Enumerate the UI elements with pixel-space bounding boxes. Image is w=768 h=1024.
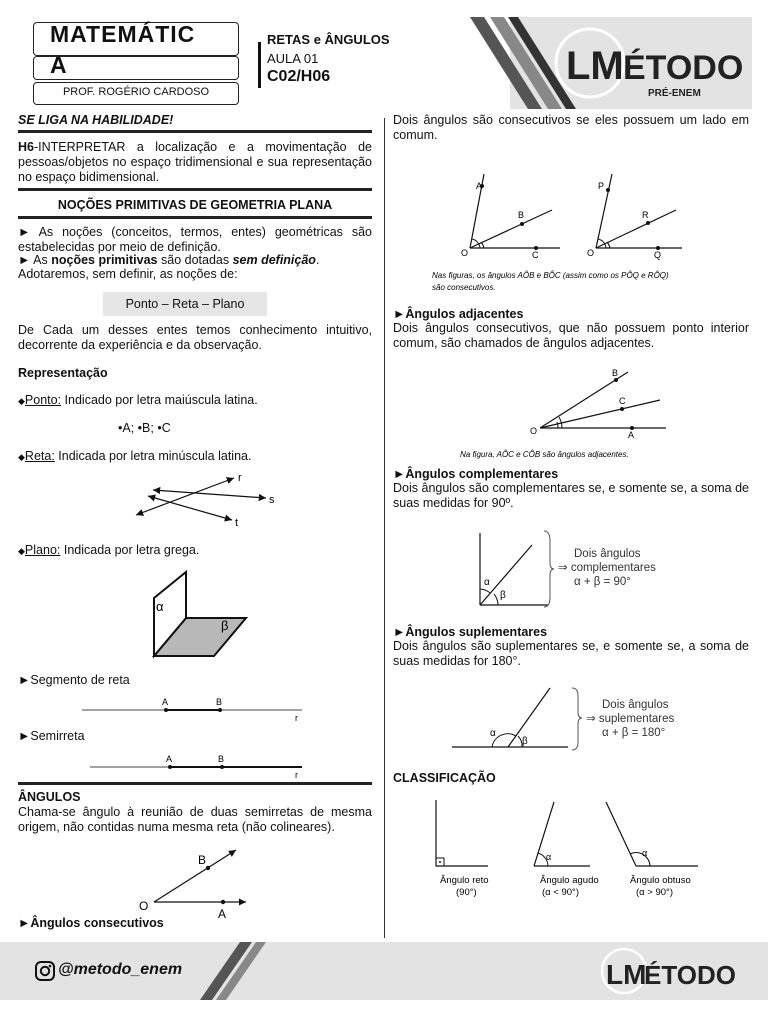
diamond-bullet-icon: ◆ (18, 452, 25, 462)
sup-box-line1: Dois ângulos (602, 699, 669, 711)
angle-figure (138, 846, 248, 920)
label-a: A (166, 754, 173, 764)
complementares-title: ►Ângulos complementares (393, 467, 559, 481)
logo-sub: PRÉ-ENEM (648, 88, 701, 99)
classification-figure (426, 798, 716, 906)
header-logo-banner (470, 17, 752, 109)
ponto-example: •A; •B; •C (118, 421, 171, 435)
label-o: O (139, 899, 149, 913)
lines-figure (128, 470, 278, 530)
nocoes-paragraph-2 (18, 253, 372, 268)
label-alpha: α (484, 577, 490, 588)
reto-measure: (90°) (456, 887, 477, 898)
consecutivos-title: ►Ângulos consecutivos (18, 916, 164, 930)
consecutive-angles-figure (426, 160, 712, 300)
label-b: B (198, 853, 207, 867)
cada-paragraph: De Cada um desses entes temos conhecimento intuitivo, decorrente da experiência e da observação. (18, 323, 372, 352)
label-r: r (238, 472, 242, 484)
lesson-label: AULA 01 (267, 51, 319, 66)
label-c: C (619, 396, 626, 406)
suplementares-text: Dois ângulos são suplementares se, e somente se, a soma de suas medidas for 180°. (393, 639, 749, 668)
angulos-title: ÂNGULOS (18, 790, 81, 804)
subject-line2: A (50, 52, 67, 78)
footer-logo-mark: LM (606, 959, 647, 990)
footer-logo (596, 944, 746, 998)
topic-title: RETAS e ÂNGULOS (267, 32, 390, 47)
plano-label: Plano: (24, 543, 61, 557)
sup-box-line2: ⇒ suplementares (586, 713, 675, 725)
diamond-bullet-icon: ◆ (18, 546, 25, 556)
plano-line (18, 543, 199, 559)
label-s: s (269, 494, 275, 506)
label-o: O (587, 248, 595, 258)
professor-name: PROF. ROGÉRIO CARDOSO (62, 86, 210, 98)
comp-box-line2: ⇒ complementares (558, 562, 656, 574)
adjacent-caption: Na figura, AÔC e CÔB são ângulos adjacentes. (460, 450, 629, 459)
supplementary-figure (446, 684, 696, 754)
comp-box-line3: α + β = 90° (574, 576, 631, 588)
footer-stripes (200, 942, 270, 1000)
reta-label: Reta: (24, 449, 55, 463)
text-bold: noções primitivas (51, 253, 158, 267)
label-b: B (518, 210, 525, 220)
sup-box-line3: α + β = 180° (602, 727, 666, 739)
label-beta: β (522, 736, 528, 747)
label-t: t (235, 517, 239, 529)
label-a: A (218, 907, 227, 920)
segmento-title: ►Segmento de reta (18, 673, 130, 687)
label-alpha: α (642, 848, 648, 858)
label-r: r (295, 770, 298, 780)
classificacao-title: CLASSIFICAÇÃO (393, 771, 496, 785)
primitives-box-text: Ponto – Reta – Plano (125, 297, 245, 311)
label-c: C (532, 250, 539, 260)
label-o: O (461, 248, 469, 258)
adjacent-angles-figure (456, 364, 676, 462)
footer-logo-name: ÉTODO (644, 960, 736, 990)
label-alpha: α (156, 599, 164, 614)
label-a: A (628, 430, 635, 440)
reta-line (18, 449, 251, 465)
line-s (153, 490, 266, 498)
text: . (315, 253, 320, 267)
separator (18, 130, 372, 133)
label-beta: β (500, 590, 506, 601)
suplementares-title: ►Ângulos suplementares (393, 625, 548, 639)
label-q: Q (654, 250, 662, 260)
angulos-definition: Chama-se ângulo à reunião de duas semirretas de mesma origem, não contidas numa mesma reta (não colineares). (18, 805, 372, 834)
segment-figure (80, 694, 305, 722)
label-a: A (162, 697, 169, 707)
ponto-line (18, 393, 258, 409)
logo-name: ÉTODO (623, 49, 744, 87)
instagram-handle[interactable]: @metodo_enem (58, 961, 183, 978)
semirreta-title: ►Semirreta (18, 729, 85, 743)
plano-text: Indicada por letra grega. (60, 543, 200, 557)
line-t (148, 496, 232, 520)
reta-text: Indicada por letra minúscula latina. (54, 449, 252, 463)
representacao-title: Representação (18, 366, 108, 380)
logo-mark: LM (566, 44, 624, 88)
ray-figure (88, 750, 306, 780)
complementary-figure (470, 527, 680, 611)
planes-figure (148, 568, 253, 663)
text-bold-italic: sem definição (232, 253, 316, 267)
label-beta: β (221, 618, 229, 633)
text: ► As (18, 253, 52, 267)
agudo-label: Ângulo agudo (540, 875, 599, 886)
separator (18, 188, 372, 191)
text: são dotadas (157, 253, 233, 267)
h6-paragraph (18, 140, 372, 185)
obtuso-label: Ângulo obtuso (630, 875, 691, 886)
label-alpha: α (490, 728, 496, 739)
column-divider (384, 118, 385, 938)
header-divider (258, 42, 261, 88)
diamond-bullet-icon: ◆ (18, 396, 25, 406)
agudo-measure: (α < 90°) (542, 887, 580, 898)
label-r: R (642, 210, 649, 220)
label-o: O (530, 426, 538, 436)
consecutive-caption-line2: são consecutivos. (432, 283, 496, 292)
nocoes-paragraph-1: ► As noções (conceitos, termos, entes) geométricas são estabelecidas por meio de definição. (18, 225, 372, 254)
consecutive-caption-line1: Nas figuras, os ângulos AÔB e BÔC (assim como os PÔQ e RÔQ) (432, 271, 669, 280)
competence-code: C02/H06 (267, 68, 331, 85)
subject-line1: MATEMÁTIC (50, 21, 196, 47)
label-r: r (295, 713, 298, 722)
ponto-label: Ponto: (24, 393, 62, 407)
consecutivos-text: Dois ângulos são consecutivos se eles possuem um lado em comum. (393, 113, 749, 142)
ponto-text: Indicado por letra maiúscula latina. (61, 393, 258, 407)
label-p: P (598, 181, 605, 191)
complementares-text: Dois ângulos são complementares se, e somente se, a soma de suas medidas for 90º. (393, 481, 749, 510)
instagram-icon (34, 960, 56, 982)
adjacentes-text: Dois ângulos consecutivos, que não possuem ponto interior comum, são chamados de ângulos adjacentes. (393, 321, 749, 350)
nocoes-paragraph-3: Adotaremos, sem definir, as noções de: (18, 267, 238, 281)
comp-box-line1: Dois ângulos (574, 548, 641, 560)
habilidade-title: SE LIGA NA HABILIDADE! (18, 113, 174, 127)
h6-code: H6 (18, 140, 34, 154)
nocoes-title: NOÇÕES PRIMITIVAS DE GEOMETRIA PLANA (57, 198, 333, 212)
label-b: B (612, 368, 619, 378)
reto-label: Ângulo reto (440, 875, 489, 886)
obtuso-measure: (α > 90°) (636, 887, 674, 898)
adjacentes-title: ►Ângulos adjacentes (393, 307, 524, 321)
label-a: A (476, 181, 483, 191)
label-alpha: α (546, 852, 552, 862)
h6-text: -INTERPRETAR a localização e a movimentação de pessoas/objetos no espaço tridimensional e sua representação no espaço bidimensional. (18, 140, 372, 184)
label-b: B (216, 697, 223, 707)
separator (18, 782, 372, 785)
label-b: B (218, 754, 225, 764)
separator (18, 216, 372, 219)
